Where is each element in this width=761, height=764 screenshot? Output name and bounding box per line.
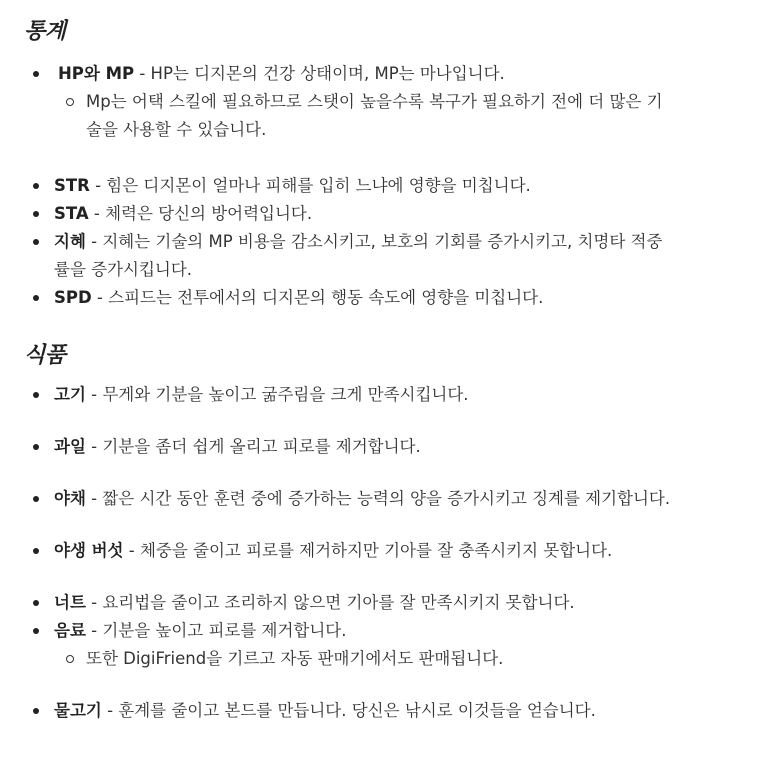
list-item [0,60,678,88]
list-item [0,589,674,617]
bullet-icon [33,295,39,301]
bullet-icon [33,183,39,189]
item-text: - HP는 디지몬의 건강 상태이며, MP는 마나입니다. [134,64,505,83]
item-term: 야생 버섯 [54,541,124,560]
item-text: - 기분을 높이고 피로를 제거합니다. [85,621,347,640]
bullet-icon [33,211,39,217]
item-text: - 지혜는 기술의 MP 비용을 감소시키고, 보호의 기회를 증가시키고, 치명타 적중률을 증가시킵니다. [54,232,663,279]
bullet-icon [33,548,39,554]
list-spacer [0,565,761,589]
sub-item-text: Mp는 어택 스킬에 필요하므로 스탯이 높을수록 복구가 필요하기 전에 더 많은 기술을 사용할 수 있습니다. [86,92,663,139]
sub-item-text: 또한 DigiFriend을 기르고 자동 판매기에서도 판매됩니다. [86,649,504,668]
stats-list [0,60,761,312]
sub-list-item [0,645,676,673]
item-text: - 체력은 당신의 방어력입니다. [88,204,313,223]
item-term: SPD [54,288,92,307]
item-text: - 체중을 줄이고 피로를 제거하지만 기아를 잘 충족시키지 못합니다. [123,541,613,560]
item-text: - 기분을 좀더 쉽게 올리고 피로를 제거합니다. [85,437,421,456]
circle-bullet-icon [66,655,74,663]
bullet-icon [33,239,39,245]
list-item [0,172,674,200]
item-term: 야채 [54,489,86,508]
item-text: - 짧은 시간 동안 훈련 중에 증가하는 능력의 양을 증가시키고 징계를 제기합니다. [85,489,671,508]
item-term: 고기 [54,385,86,404]
list-spacer [0,513,761,537]
bullet-icon [33,71,39,77]
list-item [0,284,674,312]
list-item [0,381,674,409]
list-spacer [0,461,761,485]
item-term: 너트 [54,593,86,612]
list-item [0,617,674,645]
item-text: - 힘은 디지몬이 얼마나 피해를 입히 느냐에 영향을 미칩니다. [89,176,531,195]
food-heading: 식품 [24,343,66,368]
bullet-icon [33,708,39,714]
item-term: 물고기 [54,701,102,720]
circle-bullet-icon [66,98,74,106]
bullet-icon [33,392,39,398]
item-term: 과일 [54,437,86,456]
item-term: 음료 [54,621,86,640]
item-term: 지혜 [54,232,86,251]
list-spacer [0,144,761,172]
list-item [0,433,674,461]
stats-heading: 통계 [24,19,66,44]
list-item [0,200,674,228]
item-text: - 스피드는 전투에서의 디지몬의 행동 속도에 영향을 미칩니다. [91,288,544,307]
list-item [0,485,674,513]
list-spacer [0,409,761,433]
food-list [0,381,761,725]
bullet-icon [33,628,39,634]
bullet-icon [33,496,39,502]
list-spacer [0,673,761,697]
list-item [0,697,674,725]
bullet-icon [33,444,39,450]
item-term: STA [54,204,89,223]
item-text: - 무게와 기분을 높이고 굶주림을 크게 만족시킵니다. [85,385,469,404]
list-item [0,537,674,565]
sub-list-item [0,88,676,144]
item-text: - 요리법을 줄이고 조리하지 않으면 기아를 잘 만족시키지 못합니다. [85,593,575,612]
bullet-icon [33,600,39,606]
item-text: - 훈계를 줄이고 본드를 만듭니다. 당신은 낚시로 이것들을 얻습니다. [101,701,596,720]
item-term: STR [54,176,90,195]
list-item [0,228,674,284]
item-term: HP와 MP [58,64,135,83]
